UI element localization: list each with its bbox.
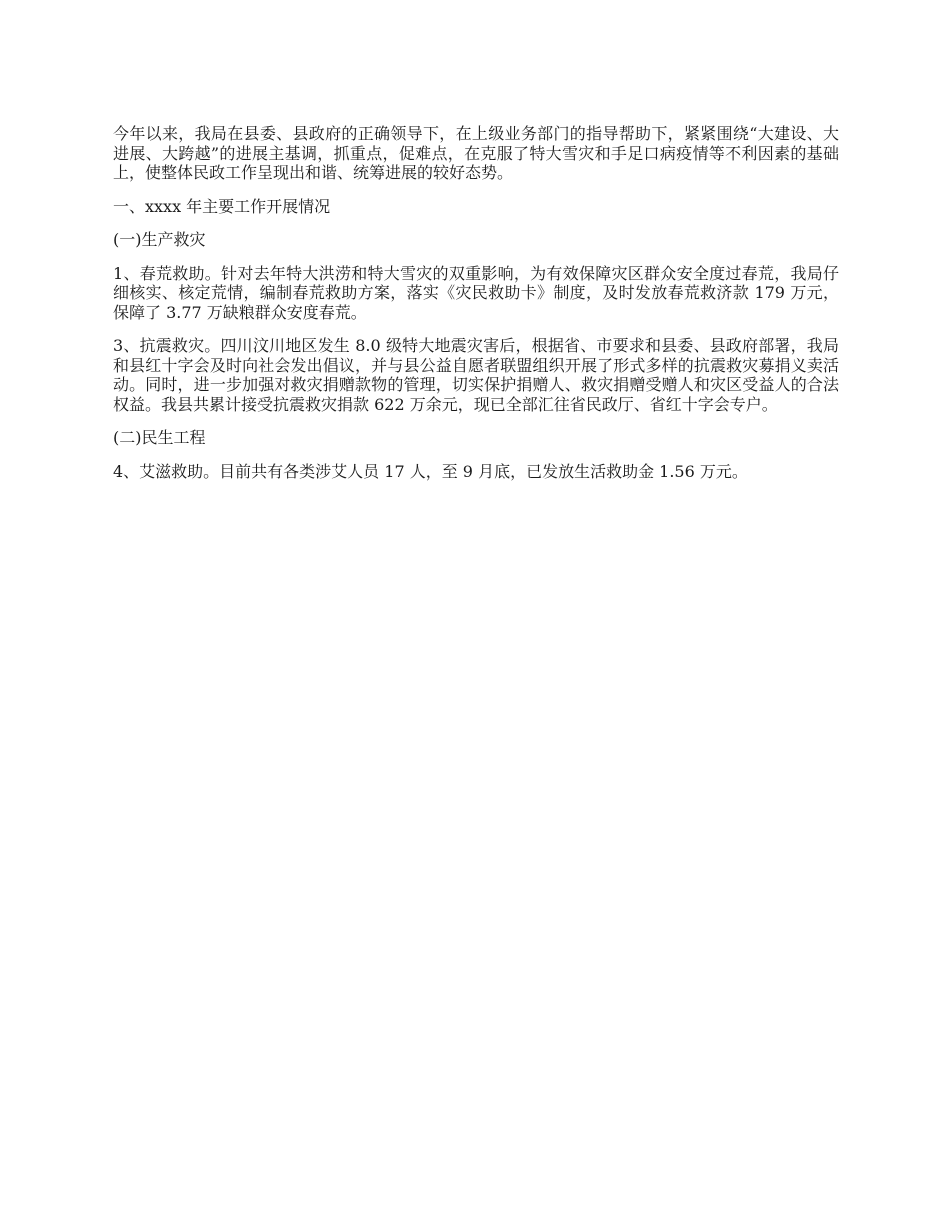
document-body bbox=[113, 124, 839, 495]
item-aids-relief: 4、艾滋救助。目前共有各类涉艾人员 17 人，至 9 月底，已发放生活救助金 1.56 万元。 bbox=[113, 461, 748, 481]
subsection-heading-disaster-relief: (一)生产救灾 bbox=[113, 230, 206, 249]
section-heading: 一、xxxx 年主要工作开展情况 bbox=[113, 196, 331, 216]
item-earthquake-relief: 3、抗震救灾。四川汶川地区发生 8.0 级特大地震灾害后，根据省、市要求和县委、县政府部署，我局和县红十字会及时向社会发出倡议，并与县公益自愿者联盟组织开展了形式多样的抗震救灾募捐义卖活动。同时，进一步加强对救灾捐赠款物的管理，切实保护捐赠人、救灾捐赠受赠人和灾区受益人的合法权益。我县共累计接受抗震救灾捐款 622 万余元，现已全部汇往省民政厅、省红十字会专户。 bbox=[113, 336, 839, 414]
subsection-heading-livelihood: (二)民生工程 bbox=[113, 428, 206, 447]
intro-paragraph: 今年以来，我局在县委、县政府的正确领导下，在上级业务部门的指导帮助下，紧紧围绕“大建设、大进展、大跨越”的进展主基调，抓重点，促难点，在克服了特大雪灾和手足口病疫情等不利因素的基础上，使整体民政工作呈现出和谐、统筹进展的较好态势。 bbox=[113, 124, 839, 182]
item-spring-relief: 1、春荒救助。针对去年特大洪涝和特大雪灾的双重影响，为有效保障灾区群众安全度过春荒，我局仔细核实、核定荒情，编制春荒救助方案，落实《灾民救助卡》制度，及时发放春荒救济款 179 万元，保障了 3.77 万缺粮群众安度春荒。 bbox=[113, 263, 839, 322]
